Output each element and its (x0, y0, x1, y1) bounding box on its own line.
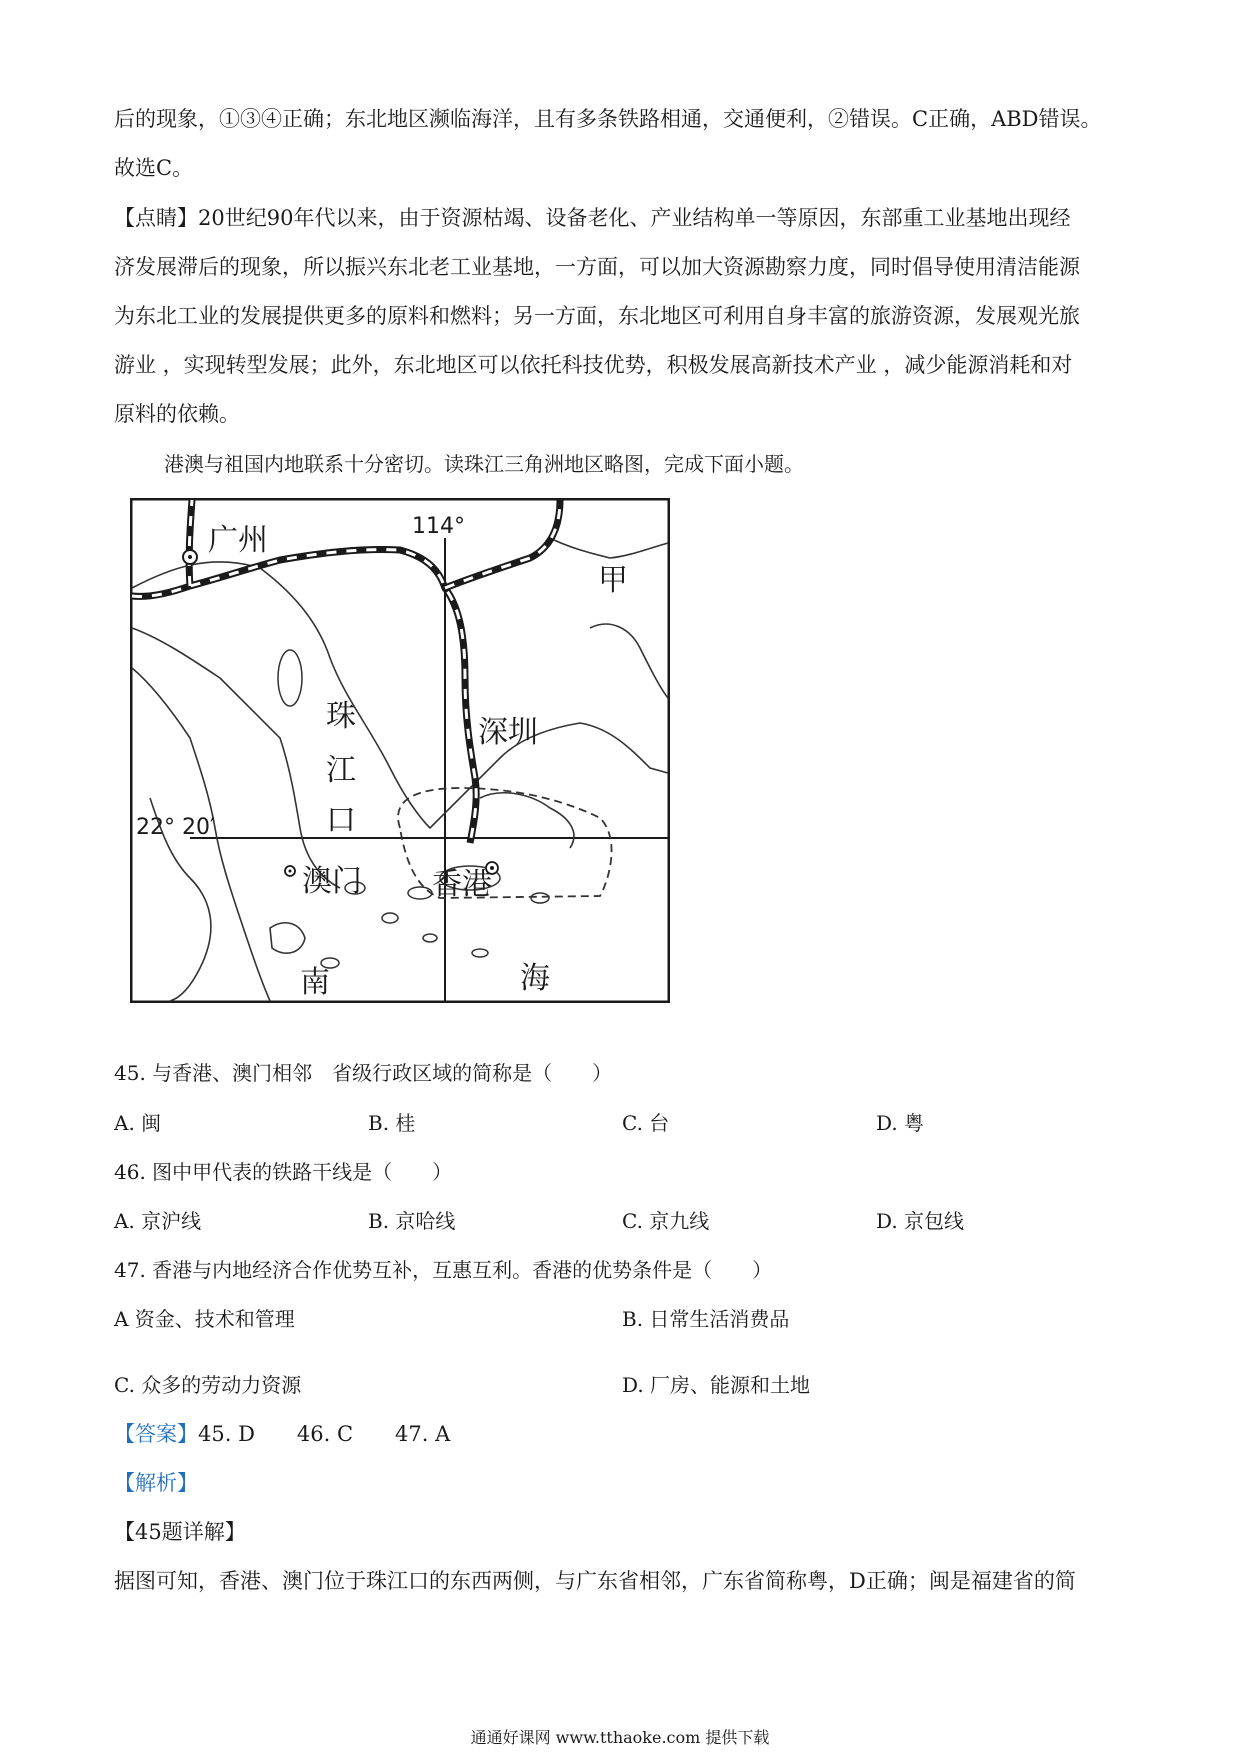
q45-option-c: C. 台 (622, 1111, 670, 1135)
nan-label: 南 (300, 965, 330, 1000)
answer-label: 【答案】 (114, 1422, 198, 1446)
railway-jia-label: 甲 (598, 563, 628, 598)
q46-option-a: A. 京沪线 (114, 1209, 202, 1233)
tip-line: 济发展滞后的现象，所以振兴东北老工业基地，一方面，可以加大资源勘察力度，同时倡导使用清洁能源 (114, 255, 1080, 279)
kou-label: 口 (326, 803, 356, 838)
hongkong-label: 香港 (432, 867, 492, 902)
hai-label: 海 (520, 961, 550, 996)
macau-label: 澳门 (302, 864, 362, 899)
question-46-stem: 46. 图中甲代表的铁路干线是（ ） (114, 1160, 453, 1184)
q45-option-d: D. 粤 (876, 1111, 925, 1135)
text-line: 后的现象，①③④正确；东北地区濒临海洋，且有多条铁路相通，交通便利，②错误。C正确，ABD错误。 (114, 107, 1102, 131)
tip-text: 20世纪90年代以来，由于资源枯竭、设备老化、产业结构单一等原因，东部重工业基地出现经 (198, 206, 1071, 230)
tip-label: 【点睛】 (114, 206, 198, 230)
q47-option-b: B. 日常生活消费品 (622, 1307, 790, 1331)
guangzhou-label: 广州 (208, 523, 268, 558)
shenzhen-label: 深圳 (478, 715, 538, 750)
jiang-label: 江 (326, 753, 356, 788)
detail-text: 据图可知，香港、澳门位于珠江口的东西两侧，与广东省相邻，广东省简称粤，D正确；闽是福建省的简 (114, 1569, 1076, 1593)
question-intro: 港澳与祖国内地联系十分密切。读珠江三角洲地区略图，完成下面小题。 (164, 452, 804, 476)
q46-option-d: D. 京包线 (876, 1209, 965, 1233)
q45-option-a: A. 闽 (114, 1111, 162, 1135)
analysis-label: 【解析】 (114, 1471, 198, 1495)
text-line: 故选C。 (114, 156, 194, 180)
question-45-stem: 45. 与香港、澳门相邻 省级行政区域的简称是（ ） (114, 1061, 613, 1085)
q47-option-c: C. 众多的劳动力资源 (114, 1373, 302, 1397)
answer-text: 45. D 46. C 47. A (198, 1422, 451, 1446)
q46-option-c: C. 京九线 (622, 1209, 710, 1233)
footer: 通通好课网 www.tthaoke.com 提供下载 (470, 1728, 770, 1747)
longitude-label: 114° (412, 514, 465, 539)
tip-line: 为东北工业的发展提供更多的原料和燃料；另一方面，东北地区可利用自身丰富的旅游资源，发展观光旅 (114, 304, 1080, 328)
latitude-label: 22° 20′ (136, 815, 215, 840)
pearl-river-delta-map (130, 498, 670, 1003)
tip-line: 原料的依赖。 (114, 402, 240, 426)
q47-option-d: D. 厂房、能源和土地 (622, 1373, 811, 1397)
q46-option-b: B. 京哈线 (368, 1209, 456, 1233)
tip-line (114, 203, 1070, 233)
question-47-stem: 47. 香港与内地经济合作优势互补，互惠互利。香港的优势条件是（ ） (114, 1258, 773, 1282)
tip-line: 游业 ，实现转型发展；此外，东北地区可以依托科技优势，积极发展高新技术产业 ，减少能源消耗和对 (114, 353, 1073, 377)
zhu-label: 珠 (326, 699, 356, 734)
q47-option-a: A 资金、技术和管理 (114, 1307, 295, 1331)
answer-line (114, 1419, 450, 1449)
q45-option-b: B. 桂 (368, 1111, 416, 1135)
detail-label: 【45题详解】 (114, 1520, 246, 1544)
